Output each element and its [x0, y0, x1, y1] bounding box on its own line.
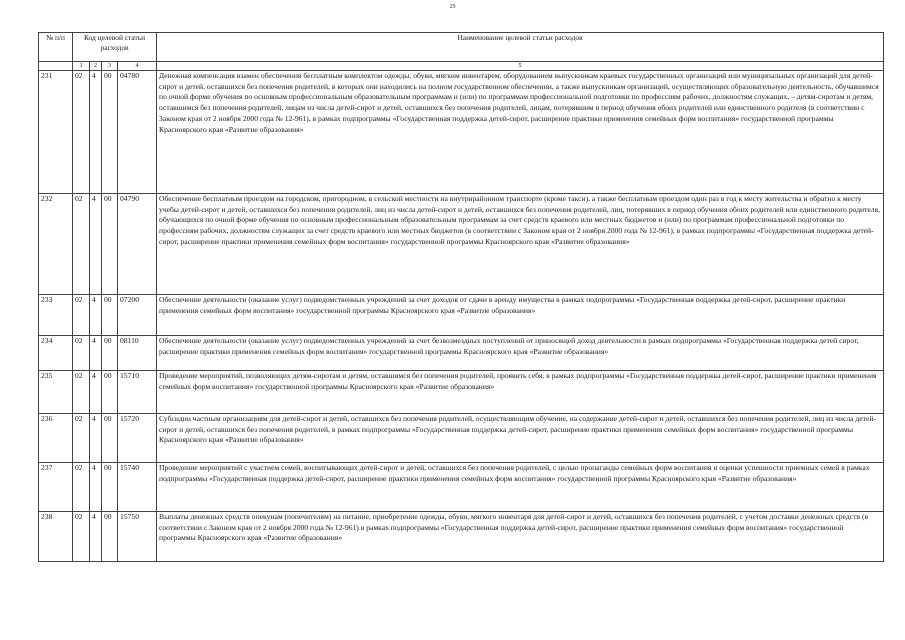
- column-index: 1: [73, 62, 90, 71]
- row-number: 231: [39, 71, 73, 194]
- column-index: 3: [102, 62, 118, 71]
- table-row: [39, 295, 884, 336]
- table-row: [39, 463, 884, 512]
- code-program: 02: [73, 295, 90, 336]
- column-index: 2: [90, 62, 102, 71]
- code-program: 02: [73, 336, 90, 371]
- table-row: [39, 414, 884, 463]
- column-index-row: [39, 62, 884, 71]
- code-program: 02: [73, 371, 90, 414]
- code-subprogram: 4: [90, 512, 102, 562]
- code-main-event: 00: [102, 71, 118, 194]
- row-number: 237: [39, 463, 73, 512]
- table-row: [39, 371, 884, 414]
- target-item-name: Обеспечение деятельности (оказание услуг) подведомственных учреждений за счет безвозмездных поступлений от приносящей доход деятельности в рамках подпрограммы «Государственная поддержка детей сирот, расширение практики применения семейных форм воспитания» государственной программы Красноярского края «Развитие образования»: [157, 336, 884, 371]
- code-main-event: 00: [102, 371, 118, 414]
- code-program: 02: [73, 194, 90, 295]
- table-header-row: [39, 33, 884, 62]
- code-main-event: 00: [102, 512, 118, 562]
- code-direction: 07200: [118, 295, 157, 336]
- row-number: 236: [39, 414, 73, 463]
- target-item-name: Проведение мероприятий с участием семей, воспитывающих детей-сирот и детей, оставшихся без попечения родителей, с целью пропаганды семейных форм воспитания и оценки успешности приемных семей в рамках подпрограммы «Государственная поддержка детей-сирот, расширение практики применения семейных форм воспитания» государственной программы Красноярского края «Развитие образования»: [157, 463, 884, 512]
- code-direction: 04790: [118, 194, 157, 295]
- code-subprogram: 4: [90, 295, 102, 336]
- row-number: 234: [39, 336, 73, 371]
- target-item-name: Субсидии частным организациям для детей-сирот и детей, оставшихся без попечения родителей, осуществляющим обучение, на содержание детей-сирот и детей, оставшихся без попечения родителей, лиц из числа детей-сирот и детей, оставшихся без попечения родителей, в рамках подпрограммы «Государственная поддержка детей-сирот, расширение практики применения семейных форм воспитания» государственной программы Красноярского края «Развитие образования»: [157, 414, 884, 463]
- code-direction: 15710: [118, 371, 157, 414]
- code-main-event: 00: [102, 336, 118, 371]
- code-program: 02: [73, 414, 90, 463]
- column-index: [39, 62, 73, 71]
- target-item-name: Обеспечение бесплатным проездом на городском, пригородном, в сельской местности на внутрирайонном транспорте (кроме такси), а также бесплатным проездом один раз в год к месту жительства и обратно к месту учебы детей-сирот и детей, оставшихся без попечения родителей, лиц из числа детей-сирот и детей, оставшихся без попечения родителей, лиц, потерявших в период обучения обоих родителей или единственного родителя, обучающихся по очной форме обучения по основным профессиональным образовательным программам за счет средств краевого или местных бюджетов и (или) по программам профессиональной подготовки по профессиям рабочих, должностям служащих за счет средств краевого или местных бюджетов (в соответствии с Законом края от 2 ноября 2000 года № 12-961), в рамках подпрограммы «Государственная поддержка детей-сирот, расширение практики применения семейных форм воспитания» государственной программы Красноярского края «Развитие образования»: [157, 194, 884, 295]
- code-subprogram: 4: [90, 194, 102, 295]
- code-main-event: 00: [102, 463, 118, 512]
- table-row: [39, 336, 884, 371]
- row-number: 235: [39, 371, 73, 414]
- code-program: 02: [73, 463, 90, 512]
- code-direction: 04780: [118, 71, 157, 194]
- budget-table: [38, 32, 884, 562]
- row-number: 238: [39, 512, 73, 562]
- code-main-event: 00: [102, 295, 118, 336]
- column-index: 4: [118, 62, 157, 71]
- page-number: 29: [449, 4, 456, 10]
- code-program: 02: [73, 71, 90, 194]
- target-item-name: Выплаты денежных средств опекунам (попечителям) на питание, приобретение одежды, обуви, мягкого инвентаря для детей-сирот и детей, оставшихся без попечения родителей, с учетом доставки денежных средств (в соответствии с Законом края от 2 ноября 2000 года № 12-961) в рамках подпрограммы «Государственная поддержка детей-сирот, расширение практики применения семейных форм воспитания» государственной программы Красноярского края «Развитие образования»: [157, 512, 884, 562]
- code-program: 02: [73, 512, 90, 562]
- code-subprogram: 4: [90, 414, 102, 463]
- target-item-name: Обеспечение деятельности (оказание услуг) подведомственных учреждений за счет доходов от сдачи в аренду имущества в рамках подпрограммы «Государственная поддержка детей-сирот, расширение практики применения семейных форм воспитания» государственной программы Красноярского края «Развитие образования»: [157, 295, 884, 336]
- code-main-event: 00: [102, 194, 118, 295]
- header-target-name: Наименование целевой статьи расходов: [157, 33, 884, 62]
- code-main-event: 00: [102, 414, 118, 463]
- code-subprogram: 4: [90, 71, 102, 194]
- code-direction: 15720: [118, 414, 157, 463]
- code-direction: 15740: [118, 463, 157, 512]
- table-row: [39, 71, 884, 194]
- code-subprogram: 4: [90, 336, 102, 371]
- target-item-name: Проведение мероприятий, позволяющих детям-сиротам и детям, оставшимся без попечения родителей, проявить себя, в рамках подпрограммы «Государственная поддержка детей-сирот, расширение практики применения семейных форм воспитания» государственной программы Красноярского края «Развитие образования»: [157, 371, 884, 414]
- row-number: 232: [39, 194, 73, 295]
- target-item-name: Денежная компенсация взамен обеспечения бесплатным комплектом одежды, обуви, мягким инвентарем, оборудованием выпускникам краевых государственных организаций или муниципальных организаций для детей-сирот и детей, оставшихся без попечения родителей, в которых они находились на полном государственном обеспечении, а также выпускникам организаций, осуществляющих образовательную деятельность, обучавшимся по очной форме обучения по основным профессиональным образовательным программам и (или) по программам профессиональной подготовки по профессиям рабочих, должностям служащих, – детям-сиротам и детям, оставшимся без попечения родителей, лицам из числа детей-сирот и детей, оставшихся без попечения родителей, лицам, потерявшим в период обучения обоих родителей или единственного родителя (в соответствии с Законом края от 2 ноября 2000 года № 12-961), в рамках подпрограммы «Государственная поддержка детей-сирот, расширение практики применения семейных форм воспитания» государственной программы Красноярского края «Развитие образования»: [157, 71, 884, 194]
- header-target-code: Код целевой статьи расходов: [73, 33, 157, 62]
- code-subprogram: 4: [90, 371, 102, 414]
- table-row: [39, 512, 884, 562]
- table-row: [39, 194, 884, 295]
- code-direction: 08110: [118, 336, 157, 371]
- row-number: 233: [39, 295, 73, 336]
- header-row-number: № п/п: [39, 33, 73, 62]
- column-index: 5: [157, 62, 884, 71]
- code-direction: 15750: [118, 512, 157, 562]
- code-subprogram: 4: [90, 463, 102, 512]
